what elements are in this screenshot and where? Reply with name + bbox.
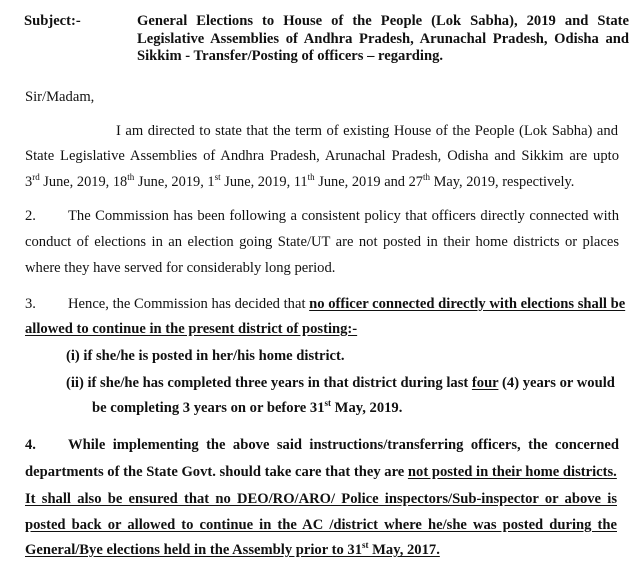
para4-line1: While implementing the above said instructions/transferring officers, the concerned (68, 437, 619, 453)
para3-number: 3. (25, 296, 36, 312)
para4-line2: departments of the State Govt. should take care that they are not posted in their home districts. (25, 464, 617, 480)
subject-label: Subject:- (24, 13, 81, 29)
para3-item1: (i) if she/he is posted in her/his home district. (66, 348, 345, 364)
para2-line1: The Commission has been following a consistent policy that officers directly connected with (68, 208, 619, 224)
para4-line3: It shall also be ensured that no DEO/RO/ARO/ Police inspectors/Sub-inspector or above is (25, 491, 617, 507)
para1-line1: I am directed to state that the term of existing House of the People (Lok Sabha) and (116, 123, 618, 139)
para2-number: 2. (25, 208, 36, 224)
salutation: Sir/Madam, (25, 89, 95, 105)
para1-line2: State Legislative Assemblies of Andhra Pradesh, Arunachal Pradesh, Odisha and Sikkim are upto (25, 148, 619, 164)
subject-text: General Elections to House of the People (Lok Sabha), 2019 and State Legislative Assemblies of Andhra Pradesh, Arunachal Pradesh, Odisha and Sikkim - Transfer/Posting of officers – regarding. (137, 13, 629, 64)
para3-item2-line2: be completing 3 years on or before 31st May, 2019. (92, 398, 403, 416)
para3-line1: Hence, the Commission has decided that no officer connected directly with elections shall be (68, 296, 626, 312)
para4-line4: posted back or allowed to continue in the AC /district where he/she was posted during the (25, 517, 617, 533)
para2-line2: conduct of elections in an election going State/UT are not posted in their home districts or places (25, 234, 619, 250)
para2-line3: where they have served for considerably long period. (25, 260, 336, 276)
para3-line2: allowed to continue in the present district of posting:- (25, 321, 358, 337)
para1-line3: 3rd June, 2019, 18th June, 2019, 1st June, 2019, 11th June, 2019 and 27th May, 2019, respectively. (25, 172, 575, 190)
para3-item2-line1: (ii) if she/he has completed three years in that district during last four (4) years or would (66, 375, 615, 391)
para4-number: 4. (25, 437, 36, 453)
para4-line5: General/Bye elections held in the Assembly prior to 31st May, 2017. (25, 540, 440, 558)
